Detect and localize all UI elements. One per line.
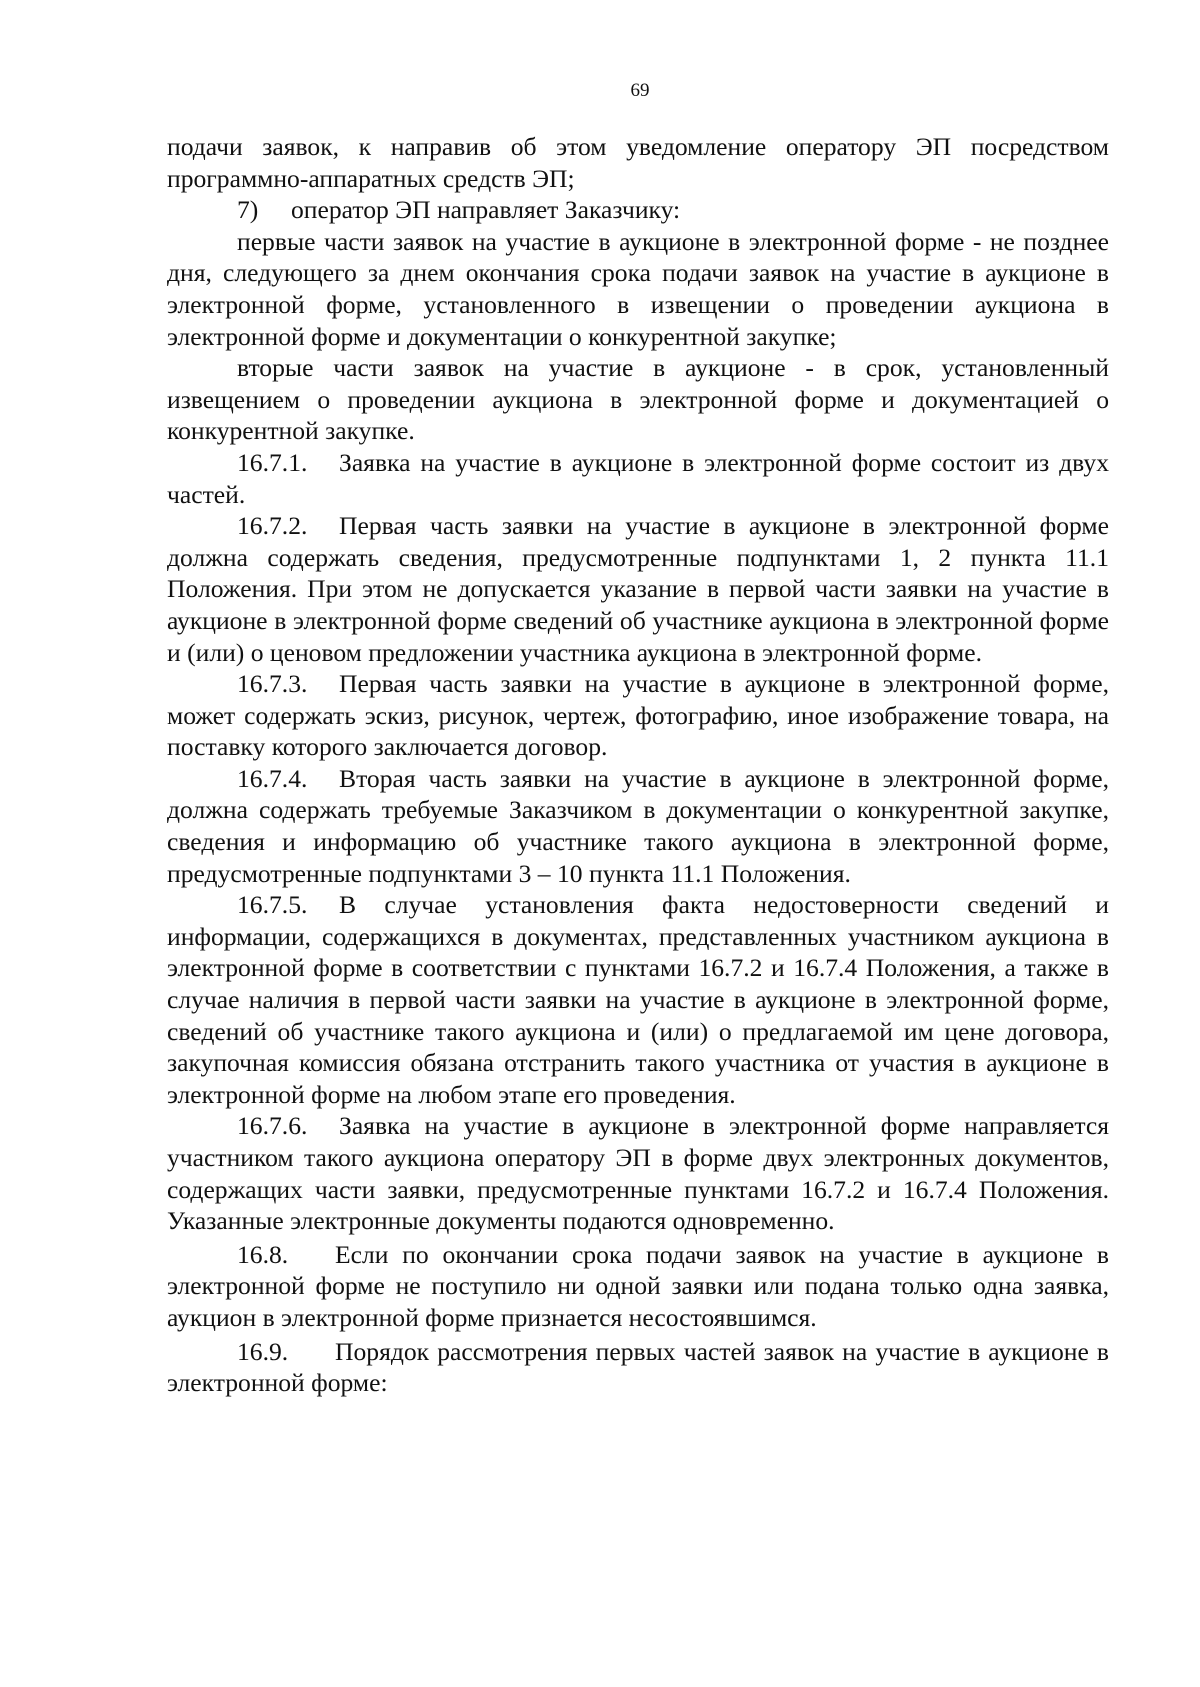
item-number: 7)	[237, 195, 259, 225]
clause-16-9	[167, 1336, 1109, 1399]
clause-text: Заявка на участие в аукционе в электронной форме направляется участником такого аукциона оператору ЭП в форме двух электронных документов, содержащих части заявки, предусмотренные пунктами 16.7.2 и 16.7.4 Положения. Указанные электронные документы подаются одновременно.	[167, 1111, 1109, 1236]
clause-16-8	[167, 1239, 1109, 1334]
clause-text: Порядок рассмотрения первых частей заявок на участие в аукционе в электронной форме:	[167, 1336, 1109, 1398]
page-number: 69	[630, 80, 650, 101]
clause-16-7-5	[167, 889, 1109, 1110]
paragraph-first-parts	[167, 226, 1109, 352]
clause-16-7-6	[167, 1110, 1109, 1236]
clause-number: 16.9.	[237, 1336, 289, 1366]
paragraph-second-parts	[167, 352, 1109, 447]
clause-number: 16.7.4.	[237, 763, 308, 793]
clause-number: 16.8.	[237, 1239, 289, 1269]
paragraph-continuation	[167, 131, 1109, 194]
paragraph-text: вторые части заявок на участие в аукционе - в срок, установленный извещением о проведении аукциона в электронной форме и документацией о конкурентной закупке.	[167, 353, 1109, 446]
paragraph-text: первые части заявок на участие в аукционе в электронной форме - не позднее дня, следующего за днем окончания срока подачи заявок на участие в аукционе в электронной форме, установленного в извещении о проведении аукциона в электронной форме и документации о конкурентной закупке;	[167, 226, 1109, 351]
clause-text: Заявка на участие в аукционе в электронной форме состоит из двух частей.	[167, 447, 1109, 509]
document-body	[167, 131, 1109, 1399]
clause-number: 16.7.2.	[237, 511, 308, 541]
clause-16-7-3	[167, 668, 1109, 763]
clause-number: 16.7.3.	[237, 669, 308, 699]
paragraph-text: оператор ЭП направляет Заказчику:	[291, 195, 681, 225]
clause-text: Вторая часть заявки на участие в аукционе в электронной форме, должна содержать требуемые Заказчиком в документации о конкурентной закупке, сведения и информацию об участнике такого аукциона в электронной форме, предусмотренные подпунктами 3 – 10 пункта 11.1 Положения.	[167, 763, 1109, 888]
clause-number: 16.7.1.	[237, 447, 308, 477]
paragraph-text: подачи заявок, к направив об этом уведомление оператору ЭП посредством программно-аппаратных средств ЭП;	[167, 132, 1109, 193]
clause-16-7-1	[167, 447, 1109, 510]
clause-number: 16.7.5.	[237, 890, 308, 920]
paragraph-item-7	[167, 194, 1109, 226]
clause-number: 16.7.6.	[237, 1111, 308, 1141]
clause-16-7-4	[167, 763, 1109, 889]
clause-text: Первая часть заявки на участие в аукционе в электронной форме, может содержать эскиз, рисунок, чертеж, фотографию, иное изображение товара, на поставку которого заключается договор.	[167, 669, 1109, 762]
clause-16-7-2	[167, 510, 1109, 668]
clause-text: В случае установления факта недостоверности сведений и информации, содержащихся в документах, представленных участником аукциона в электронной форме в соответствии с пунктами 16.7.2 и 16.7.4 Положения, а также в случае наличия в первой части заявки на участие в аукционе в электронной форме, сведений об участнике такого аукциона и (или) о предлагаемой им цене договора, закупочная комиссия обязана отстранить такого участника от участия в аукционе в электронной форме на любом этапе его проведения.	[167, 890, 1109, 1109]
clause-text: Если по окончании срока подачи заявок на участие в аукционе в электронной форме не поступило ни одной заявки или подана только одна заявка, аукцион в электронной форме признается несостоявшимся.	[167, 1239, 1109, 1332]
clause-text: Первая часть заявки на участие в аукционе в электронной форме должна содержать сведения, предусмотренные подпунктами 1, 2 пункта 11.1 Положения. При этом не допускается указание в первой части заявки на участие в аукционе в электронной форме сведений об участнике аукциона в электронной форме и (или) о ценовом предложении участника аукциона в электронной форме.	[167, 511, 1109, 667]
